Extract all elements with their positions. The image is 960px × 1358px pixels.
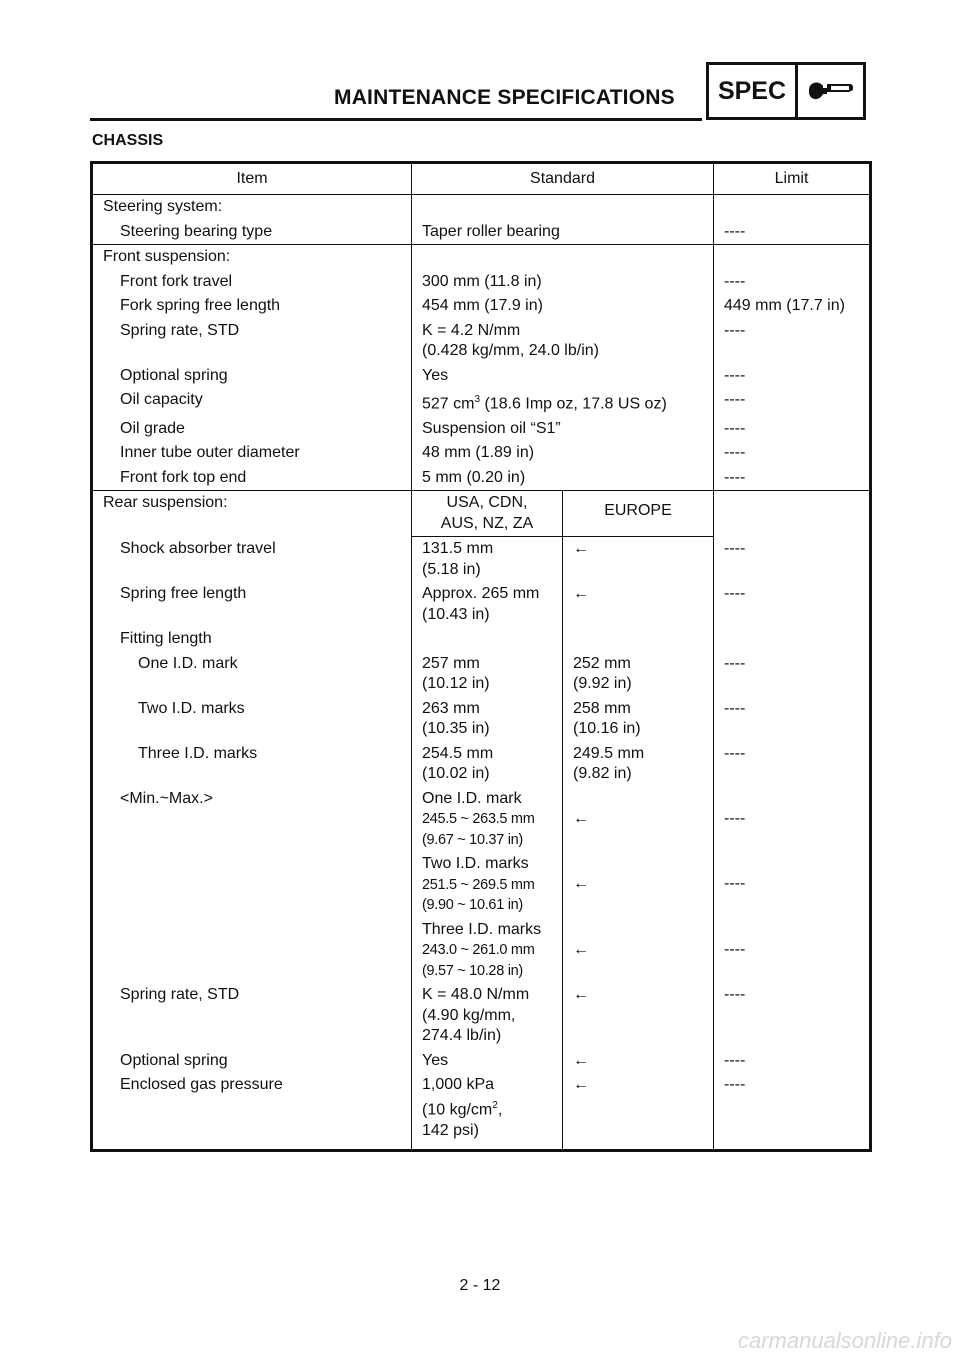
standard-cell: Taper roller bearing <box>412 220 714 245</box>
item-cell: Spring rate, STD <box>92 983 412 1049</box>
section-title: CHASSIS <box>92 132 164 149</box>
standard-line: 142 psi) <box>422 1121 479 1139</box>
table-row <box>92 270 871 295</box>
table-row <box>92 491 871 537</box>
standard-text: (18.6 Imp oz, 17.8 US oz) <box>480 395 667 413</box>
item-cell: Spring free length <box>92 582 412 627</box>
item-cell: Oil capacity <box>92 388 412 417</box>
limit-cell: ---- <box>714 388 871 417</box>
title-underline <box>90 118 702 121</box>
standard-cell: Yes <box>412 364 714 389</box>
item-cell: Inner tube outer diameter <box>92 441 412 466</box>
limit-cell: ---- <box>714 364 871 389</box>
standard-cell <box>412 742 563 787</box>
header-limit: Limit <box>714 163 871 195</box>
table-row <box>92 466 871 491</box>
limit-cell: ---- <box>714 983 871 1049</box>
limit-cell: ---- <box>714 537 871 583</box>
standard-cell: 48 mm (1.89 in) <box>412 441 714 466</box>
same-arrow: ← <box>563 918 714 984</box>
europe-line: 252 mm <box>573 654 631 672</box>
item-cell: Front fork top end <box>92 466 412 491</box>
limit-cell: ---- <box>714 787 871 853</box>
europe-line: 249.5 mm <box>573 744 645 762</box>
group-label: Steering system: <box>92 195 412 220</box>
europe-line: (10.16 in) <box>573 720 641 738</box>
limit-cell: ---- <box>714 918 871 984</box>
table-header-row <box>92 163 871 195</box>
limit-cell: ---- <box>714 319 871 364</box>
standard-text: , <box>497 1101 503 1119</box>
limit-cell: ---- <box>714 1073 871 1150</box>
standard-line: (9.90 ~ 10.61 in) <box>422 897 523 914</box>
standard-line: (10.12 in) <box>422 675 490 693</box>
item-cell: Steering bearing type <box>92 220 412 245</box>
limit-cell: ---- <box>714 417 871 442</box>
item-cell: Fork spring free length <box>92 294 412 319</box>
item-cell: Fitting length <box>92 627 412 652</box>
europe-cell <box>563 652 714 697</box>
region-line: USA, CDN, <box>446 494 528 512</box>
table-row <box>92 1049 871 1074</box>
standard-cell <box>412 918 563 984</box>
table-row <box>92 652 871 697</box>
group-label: Front suspension: <box>92 245 412 270</box>
table-row <box>92 220 871 245</box>
table-row <box>92 294 871 319</box>
standard-cell <box>412 697 563 742</box>
standard-line: 245.5 ~ 263.5 mm <box>422 811 535 828</box>
standard-line: (10.02 in) <box>422 765 490 783</box>
standard-line: (10.43 in) <box>422 605 490 623</box>
table-row <box>92 697 871 742</box>
spec-label: SPEC <box>709 65 798 117</box>
limit-cell: ---- <box>714 742 871 787</box>
standard-line: K = 48.0 N/mm <box>422 986 530 1004</box>
standard-cell <box>412 1073 563 1150</box>
chassis-spec-table <box>90 161 869 1152</box>
item-cell: Oil grade <box>92 417 412 442</box>
standard-text: 527 cm <box>422 395 475 413</box>
europe-line: (9.82 in) <box>573 765 632 783</box>
limit-cell: ---- <box>714 441 871 466</box>
same-arrow: ← <box>563 852 714 918</box>
item-cell: Three I.D. marks <box>92 742 412 787</box>
limit-cell: ---- <box>714 852 871 918</box>
table-row <box>92 195 871 220</box>
standard-line: 243.0 ~ 261.0 mm <box>422 942 535 959</box>
europe-cell <box>563 697 714 742</box>
item-cell: Spring rate, STD <box>92 319 412 364</box>
same-arrow: ← <box>563 983 714 1049</box>
item-cell: Shock absorber travel <box>92 537 412 583</box>
header-item: Item <box>92 163 412 195</box>
item-cell: Optional spring <box>92 1049 412 1074</box>
table-row <box>92 1073 871 1150</box>
table-row <box>92 388 871 417</box>
standard-line: 251.5 ~ 269.5 mm <box>422 876 535 893</box>
limit-cell: ---- <box>714 270 871 295</box>
standard-cell <box>412 537 563 583</box>
watermark: carmanualsonline.info <box>737 1328 952 1353</box>
standard-line: 263 mm <box>422 699 480 717</box>
standard-line: 257 mm <box>422 654 480 672</box>
standard-cell <box>412 319 714 364</box>
standard-cell: Suspension oil “S1” <box>412 417 714 442</box>
europe-cell <box>563 742 714 787</box>
standard-line <box>422 1096 552 1121</box>
table-row <box>92 983 871 1049</box>
standard-line: 131.5 mm <box>422 540 494 558</box>
table-row <box>92 441 871 466</box>
table-row <box>92 742 871 787</box>
standard-text: (10 kg/cm <box>422 1101 493 1119</box>
superscript: 2 <box>492 1099 498 1111</box>
standard-line: 1,000 kPa <box>422 1076 495 1094</box>
limit-cell: ---- <box>714 697 871 742</box>
table-row <box>92 787 871 853</box>
item-cell: Enclosed gas pressure <box>92 1073 412 1150</box>
item-cell: Optional spring <box>92 364 412 389</box>
standard-line: (9.67 ~ 10.37 in) <box>422 831 523 848</box>
table-row <box>92 319 871 364</box>
standard-cell <box>412 652 563 697</box>
standard-cell: Yes <box>412 1049 563 1074</box>
europe-line: (9.92 in) <box>573 675 632 693</box>
standard-line: K = 4.2 N/mm <box>422 321 521 339</box>
limit-cell: ---- <box>714 582 871 627</box>
standard-cell <box>412 582 563 627</box>
standard-line: Three I.D. marks <box>422 920 542 938</box>
page-number: 2 - 12 <box>459 1277 501 1294</box>
standard-line: 274.4 lb/in) <box>422 1027 502 1045</box>
limit-cell: 449 mm (17.7 in) <box>714 294 871 319</box>
standard-cell <box>412 787 563 853</box>
region-header-usa <box>412 491 563 537</box>
table-row <box>92 417 871 442</box>
europe-line: 258 mm <box>573 699 631 717</box>
standard-cell: 300 mm (11.8 in) <box>412 270 714 295</box>
same-arrow: ← <box>563 1049 714 1074</box>
group-label: Rear suspension: <box>92 491 412 537</box>
same-arrow: ← <box>563 1073 714 1150</box>
standard-line: (5.18 in) <box>422 560 481 578</box>
limit-cell: ---- <box>714 652 871 697</box>
wrench-icon <box>798 65 863 117</box>
standard-line: (0.428 kg/mm, 24.0 lb/in) <box>422 342 599 359</box>
region-line: AUS, NZ, ZA <box>440 514 534 532</box>
same-arrow: ← <box>563 537 714 583</box>
superscript: 3 <box>474 394 481 405</box>
standard-line: (10.35 in) <box>422 720 490 738</box>
spec-badge <box>706 62 866 120</box>
limit-cell: ---- <box>714 220 871 245</box>
table-row <box>92 245 871 270</box>
standard-line: (9.57 ~ 10.28 in) <box>422 962 523 979</box>
table-row <box>92 364 871 389</box>
item-cell: Two I.D. marks <box>92 697 412 742</box>
standard-cell <box>412 852 563 918</box>
limit-cell: ---- <box>714 1049 871 1074</box>
item-cell: One I.D. mark <box>92 652 412 697</box>
standard-line: (4.90 kg/mm, <box>422 1006 516 1024</box>
standard-line: 254.5 mm <box>422 744 494 762</box>
standard-line: One I.D. mark <box>422 789 522 807</box>
page-title: MAINTENANCE SPECIFICATIONS <box>334 86 675 109</box>
same-arrow: ← <box>563 787 714 853</box>
standard-cell: 5 mm (0.20 in) <box>412 466 714 491</box>
limit-cell: ---- <box>714 466 871 491</box>
standard-cell <box>412 983 563 1049</box>
table-row <box>92 537 871 583</box>
table-row <box>92 852 871 918</box>
item-cell: <Min.~Max.> <box>92 787 412 853</box>
standard-line: Approx. 265 mm <box>422 585 540 603</box>
same-arrow: ← <box>563 582 714 627</box>
region-header-europe: EUROPE <box>563 491 714 537</box>
table-row <box>92 582 871 627</box>
standard-cell <box>412 388 714 417</box>
item-cell: Front fork travel <box>92 270 412 295</box>
table-row <box>92 918 871 984</box>
table-row <box>92 627 871 652</box>
standard-cell: 454 mm (17.9 in) <box>412 294 714 319</box>
header-standard: Standard <box>412 163 714 195</box>
standard-line: Two I.D. marks <box>422 855 529 873</box>
